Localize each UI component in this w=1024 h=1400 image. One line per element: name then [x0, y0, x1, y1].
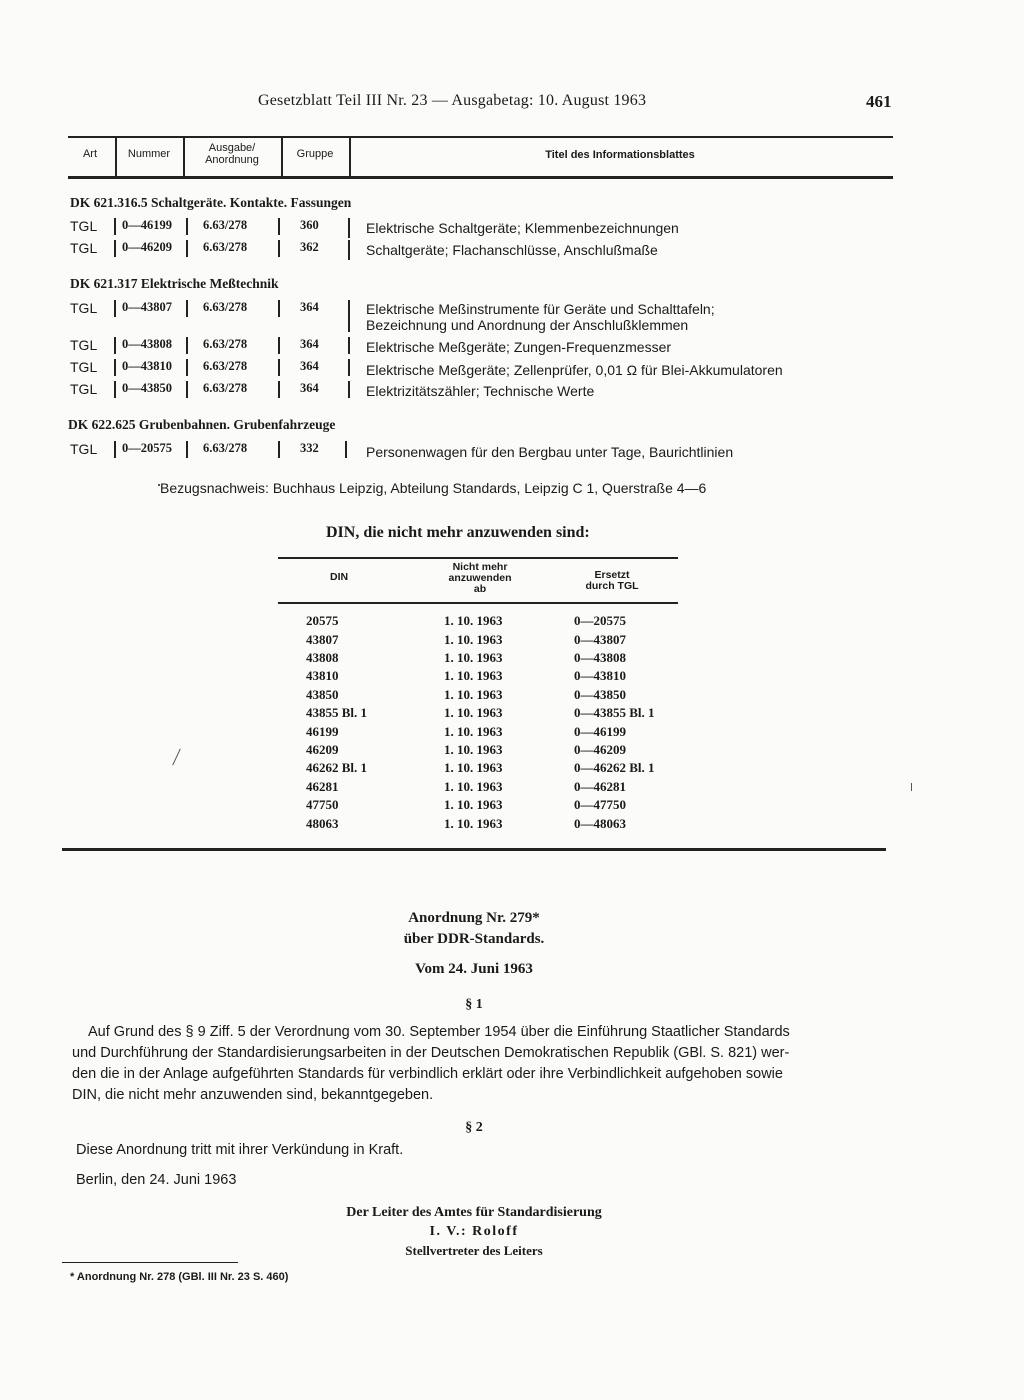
din-tgl-cell: 0—43850 — [574, 687, 626, 702]
cell-art: TGL — [70, 218, 98, 234]
din-tgl-cell: 0—46281 — [574, 779, 626, 794]
cell-ausgabe: 6.63/278 — [203, 240, 248, 254]
din-tgl-cell: 0—20575 — [574, 613, 626, 628]
din-tgl-cell: 0—43855 Bl. 1 — [574, 705, 655, 720]
section-separator — [62, 848, 886, 851]
cell-gruppe: 360 — [300, 218, 319, 232]
din-tgl-cell: 0—48063 — [574, 816, 626, 831]
paragraph-line: DIN, die nicht mehr anzuwenden sind, bekanntgegeben. — [72, 1087, 434, 1103]
din-cell: 47750 — [306, 797, 339, 812]
anordnung-title: Anordnung Nr. 279* — [408, 910, 540, 926]
din-tgl-cell: 0—46199 — [574, 724, 626, 739]
scan-mark — [172, 749, 181, 766]
col-header-ausgabe — [185, 142, 279, 166]
scan-mark — [158, 484, 160, 486]
section-heading: DK 622.625 Grubenbahnen. Grubenfahrzeuge — [68, 417, 336, 432]
paragraph-2-body: Diese Anordnung tritt mit ihrer Verkündung in Kraft. — [76, 1142, 404, 1158]
din-ab-cell: 1. 10. 1963 — [444, 705, 503, 720]
cell-gruppe: 364 — [300, 337, 319, 351]
page-header-title: Gesetzblatt Teil III Nr. 23 — Ausgabetag: 10. August 1963 — [258, 92, 647, 109]
din-col-header-ersetzt-line1: Ersetzt — [594, 569, 630, 581]
cell-nummer: 0—20575 — [122, 441, 172, 455]
din-ab-cell: 1. 10. 1963 — [444, 760, 503, 775]
din-tgl-cell: 0—43808 — [574, 650, 626, 665]
din-col-header-ab-line1: Nicht mehr — [452, 561, 508, 573]
anordnung-subtitle: über DDR-Standards. — [403, 931, 545, 947]
din-cell: 43807 — [306, 632, 339, 647]
din-tgl-cell: 0—46262 Bl. 1 — [574, 760, 655, 775]
din-tgl-cell: 0—47750 — [574, 797, 626, 812]
din-ab-cell: 1. 10. 1963 — [444, 687, 503, 702]
cell-ausgabe: 6.63/278 — [203, 441, 248, 455]
cell-nummer: 0—43807 — [122, 300, 172, 314]
din-col-header-ersetzt-line2: durch TGL — [585, 580, 639, 592]
din-ab-cell: 1. 10. 1963 — [444, 724, 503, 739]
cell-titel: Elektrische Meßgeräte; Zellenprüfer, 0,01 Ω für Blei-Akkumulatoren — [366, 362, 783, 378]
din-ab-cell: 1. 10. 1963 — [444, 742, 503, 757]
col-header-ausgabe-line2: Anordnung — [205, 154, 259, 166]
din-cell: 46199 — [306, 724, 339, 739]
din-cell: 46262 Bl. 1 — [306, 760, 368, 775]
cell-ausgabe: 6.63/278 — [203, 337, 248, 351]
cell-ausgabe: 6.63/278 — [203, 359, 248, 373]
paragraph-line: Auf Grund des § 9 Ziff. 5 der Verordnung vom 30. September 1954 über die Einführung Staatlicher Standards — [88, 1024, 790, 1040]
din-tgl-cell: 0—43807 — [574, 632, 626, 647]
col-header-gruppe: Gruppe — [296, 148, 334, 160]
din-table-title: DIN, die nicht mehr anzuwenden sind: — [326, 524, 590, 541]
din-ab-cell: 1. 10. 1963 — [444, 779, 503, 794]
signature-role: Stellvertreter des Leiters — [405, 1243, 543, 1258]
din-col-header-ab — [430, 562, 530, 595]
paragraph-1-body — [72, 1022, 892, 1106]
cell-titel: Elektrische Meßinstrumente für Geräte und Schalttafeln; — [366, 301, 715, 317]
cell-titel: Elektrizitätszähler; Technische Werte — [366, 383, 595, 399]
cell-titel: Elektrische Meßgeräte; Zungen-Frequenzmesser — [366, 339, 672, 355]
din-table-top-rule — [278, 557, 678, 559]
cell-art: TGL — [70, 337, 98, 353]
din-col-header-ab-line2: anzuwenden — [448, 572, 512, 584]
cell-ausgabe: 6.63/278 — [203, 218, 248, 232]
signature-name: I. V.: Roloff — [429, 1224, 519, 1239]
din-tgl-cell: 0—46209 — [574, 742, 626, 757]
footnote-rule — [62, 1262, 238, 1263]
din-cell: 48063 — [306, 816, 339, 831]
anordnung-date: Vom 24. Juni 1963 — [415, 961, 533, 977]
paragraph-1-heading: § 1 — [465, 997, 483, 1012]
din-ab-cell: 1. 10. 1963 — [444, 668, 503, 683]
cell-art: TGL — [70, 300, 98, 316]
din-ab-cell: 1. 10. 1963 — [444, 613, 503, 628]
din-col-header-ab-line3: ab — [473, 583, 487, 595]
cell-nummer: 0—46209 — [122, 240, 172, 254]
cell-nummer: 0—43850 — [122, 381, 172, 395]
cell-titel: Personenwagen für den Bergbau unter Tage, Baurichtlinien — [366, 444, 734, 460]
din-table-header-rule — [278, 602, 678, 604]
din-ab-cell: 1. 10. 1963 — [444, 797, 503, 812]
scan-mark — [911, 783, 912, 791]
footnote: * Anordnung Nr. 278 (GBl. III Nr. 23 S. 460) — [70, 1271, 289, 1283]
cell-gruppe: 364 — [300, 300, 319, 314]
cell-art: TGL — [70, 359, 98, 375]
din-cell: 43855 Bl. 1 — [306, 705, 368, 720]
cell-nummer: 0—43808 — [122, 337, 172, 351]
page-number: 461 — [866, 92, 892, 111]
col-header-ausgabe-line1: Ausgabe/ — [208, 142, 256, 154]
din-col-header-ersetzt — [562, 570, 662, 592]
cell-titel: Elektrische Schaltgeräte; Klemmenbezeichnungen — [366, 220, 679, 236]
paragraph-2-heading: § 2 — [465, 1120, 483, 1135]
table-top-rule — [68, 136, 893, 138]
cell-gruppe: 362 — [300, 240, 319, 254]
section-heading: DK 621.317 Elektrische Meßtechnik — [70, 276, 279, 291]
bezugsnachweis: Bezugsnachweis: Buchhaus Leipzig, Abteilung Standards, Leipzig C 1, Querstraße 4—6 — [160, 480, 707, 496]
cell-art: TGL — [70, 240, 98, 256]
din-ab-cell: 1. 10. 1963 — [444, 816, 503, 831]
din-cell: 46209 — [306, 742, 339, 757]
cell-gruppe: 332 — [300, 441, 319, 455]
din-ab-cell: 1. 10. 1963 — [444, 650, 503, 665]
col-header-nummer: Nummer — [127, 148, 171, 160]
place-date: Berlin, den 24. Juni 1963 — [76, 1172, 237, 1188]
cell-gruppe: 364 — [300, 381, 319, 395]
din-cell: 20575 — [306, 613, 339, 628]
paragraph-line: den die in der Anlage aufgeführten Standards für verbindlich erklärt oder ihre Verbindlichkeit aufgehoben sowie — [72, 1066, 783, 1082]
paragraph-line: und Durchführung der Standardisierungsarbeiten in der Deutschen Demokratischen Republik (GBl. S. 821) wer- — [72, 1045, 790, 1061]
section-heading: DK 621.316.5 Schaltgeräte. Kontakte. Fassungen — [70, 195, 352, 210]
col-divider — [349, 137, 351, 176]
cell-gruppe: 364 — [300, 359, 319, 373]
col-header-art: Art — [82, 148, 98, 160]
cell-nummer: 0—43810 — [122, 359, 172, 373]
cell-art: TGL — [70, 441, 98, 457]
cell-nummer: 0—46199 — [122, 218, 172, 232]
din-cell: 43808 — [306, 650, 339, 665]
cell-titel: Schaltgeräte; Flachanschlüsse, Anschlußmaße — [366, 242, 658, 258]
cell-art: TGL — [70, 381, 98, 397]
din-col-header-din: DIN — [330, 571, 349, 583]
din-tgl-cell: 0—43810 — [574, 668, 626, 683]
din-cell: 43850 — [306, 687, 339, 702]
table-header-rule — [68, 176, 893, 179]
col-header-titel: Titel des Informationsblattes — [545, 149, 695, 161]
din-ab-cell: 1. 10. 1963 — [444, 632, 503, 647]
cell-ausgabe: 6.63/278 — [203, 300, 248, 314]
cell-ausgabe: 6.63/278 — [203, 381, 248, 395]
cell-titel-cont: Bezeichnung und Anordnung der Anschlußklemmen — [366, 317, 689, 333]
din-cell: 46281 — [306, 779, 339, 794]
signature-title: Der Leiter des Amtes für Standardisierung — [346, 1205, 602, 1220]
din-cell: 43810 — [306, 668, 339, 683]
